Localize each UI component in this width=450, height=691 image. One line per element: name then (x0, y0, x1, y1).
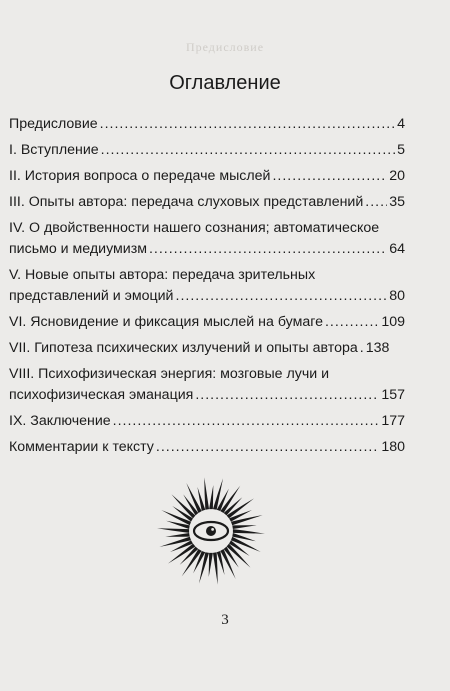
toc-entry-title: Предисловие (9, 116, 98, 132)
toc-entry-title: VIII. Психофизическая энергия: мозговые лучи и (9, 366, 330, 382)
toc-entry-page: 80 (389, 288, 405, 304)
emblem-ray (209, 553, 213, 577)
emblem-ray (209, 485, 213, 509)
toc-entry (9, 338, 405, 359)
toc-entry-title-continued: письмо и медиумизм (9, 241, 147, 257)
page-number: 3 (221, 612, 229, 628)
dot-leader (365, 192, 387, 213)
toc-entry-title-continued: психофизическая эманация (9, 387, 194, 403)
dot-leader (156, 437, 379, 458)
dot-leader (272, 166, 387, 187)
dot-leader (149, 239, 387, 260)
toc-entry (9, 411, 405, 432)
toc-entry-page: 177 (381, 413, 405, 429)
toc-entry (9, 312, 405, 333)
dot-leader (360, 338, 364, 359)
emblem-ray (233, 529, 265, 534)
dot-leader (176, 286, 388, 307)
toc-entry-title: Комментарии к тексту (9, 439, 154, 455)
toc-entry-page: 5 (397, 142, 405, 158)
table-of-contents (9, 114, 405, 463)
toc-entry-title: VI. Ясновидение и фиксация мыслей на бумаге (9, 314, 323, 330)
radiant-eye-icon (155, 475, 267, 587)
toc-entry-page: 20 (389, 168, 405, 184)
toc-entry (9, 437, 405, 458)
emblem-ray (232, 525, 256, 529)
toc-entry (9, 114, 405, 135)
toc-entry-page: 64 (389, 241, 405, 257)
toc-entry (9, 265, 405, 307)
emblem-ray (157, 528, 189, 533)
toc-entry (9, 218, 405, 260)
toc-entry-title-continued: представлений и эмоций (9, 288, 174, 304)
toc-entry-title: IX. Заключение (9, 413, 111, 429)
toc-entry-title: III. Опыты автора: передача слуховых представлений (9, 194, 364, 210)
dot-leader (325, 312, 379, 333)
dot-leader (100, 114, 395, 135)
toc-entry-page: 157 (381, 387, 405, 403)
dot-leader (101, 140, 395, 161)
toc-entry-page: 4 (397, 116, 405, 132)
toc-entry-title: V. Новые опыты автора: передача зрительных (9, 267, 316, 283)
toc-entry-page: 35 (389, 194, 405, 210)
emblem-ray (213, 552, 218, 584)
toc-entry (9, 140, 405, 161)
toc-entry-page: 138 (365, 340, 390, 356)
bleed-through-heading: Предисловие (185, 40, 265, 54)
emblem-ray (204, 477, 209, 509)
emblem-ray (165, 533, 189, 537)
toc-entry-title: VII. Гипотеза психических излучений и опыты автора (9, 340, 358, 356)
toc-entry-page: 109 (381, 314, 405, 330)
page-title: Оглавление (169, 72, 281, 94)
dot-leader (113, 411, 380, 432)
toc-entry (9, 192, 405, 213)
toc-entry (9, 364, 405, 406)
toc-entry-title: I. Вступление (9, 142, 99, 158)
toc-entry-title: IV. О двойственности нашего сознания; автоматическое (9, 220, 380, 236)
toc-entry-page: 180 (381, 439, 405, 455)
toc-entry (9, 166, 405, 187)
dot-leader (195, 385, 379, 406)
toc-entry-title: II. История вопроса о передаче мыслей (9, 168, 271, 184)
